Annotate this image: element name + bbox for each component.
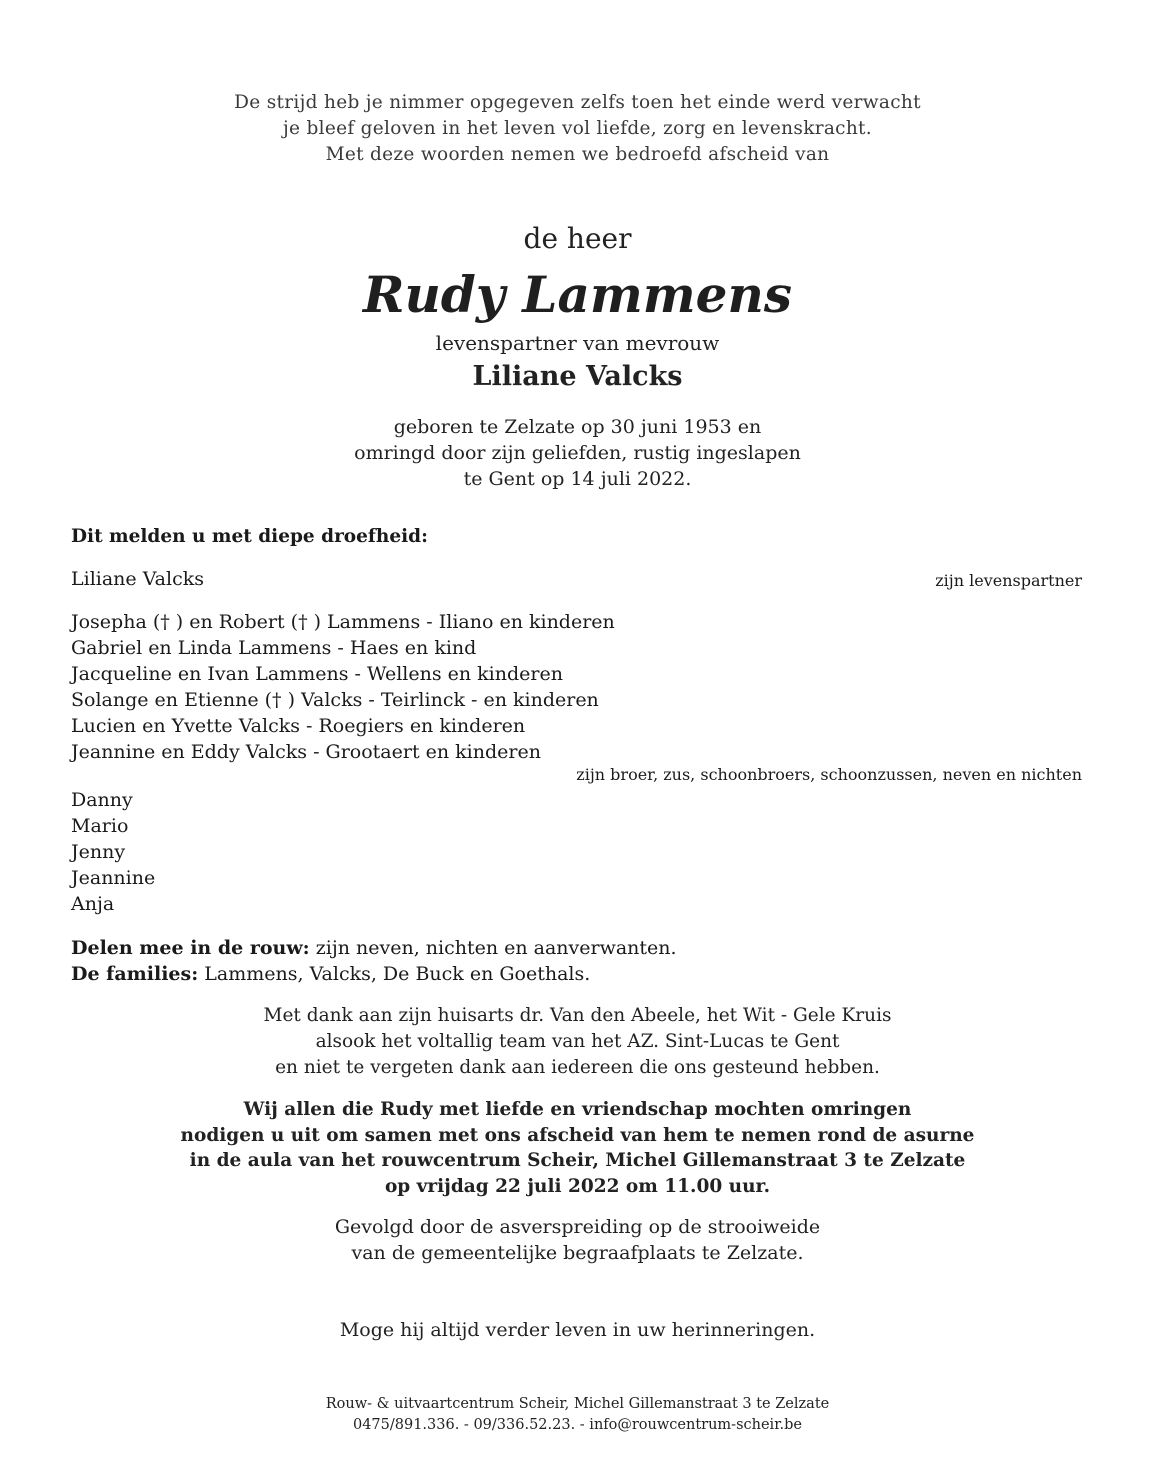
mourning-families [71, 961, 1082, 987]
thanks-line: en niet te vergeten dank aan iedereen die ons gesteund hebben. [275, 1057, 880, 1078]
partner-row-relation: zijn levenspartner [935, 571, 1082, 590]
birth-death-line: omringd door zijn geliefden, rustig ingeslapen [354, 442, 801, 464]
family-item: Jeannine en Eddy Valcks - Grootaert en kinderen [71, 741, 541, 763]
followed-block [0, 1214, 1155, 1266]
family-item: Solange en Etienne († ) Valcks - Teirlinck - en kinderen [71, 689, 599, 711]
partner-intro: levenspartner van mevrouw [435, 331, 720, 355]
invitation-line: nodigen u uit om samen met ons afscheid van hem te nemen rond de asurne [180, 1124, 975, 1146]
partner-name: Liliane Valcks [472, 361, 683, 392]
memory-line: Moge hij altijd verder leven in uw herinneringen. [339, 1319, 816, 1341]
followed-line: Gevolgd door de asverspreiding op de strooiweide [334, 1216, 821, 1238]
thanks-line: alsook het voltallig team van het AZ. Sint-Lucas te Gent [315, 1031, 840, 1052]
mourning-share [71, 935, 1082, 961]
mourning-block [71, 935, 1082, 987]
mourning-share-label: Delen mee in de rouw: [71, 937, 310, 959]
family-item: Jacqueline en Ivan Lammens - Wellens en kinderen [71, 663, 563, 685]
thanks-block [0, 1003, 1155, 1081]
thanks-line: Met dank aan zijn huisarts dr. Van den Abeele, het Wit - Gele Kruis [263, 1005, 892, 1026]
family-item: Lucien en Yvette Valcks - Roegiers en kinderen [71, 715, 526, 737]
others-item: Danny [71, 789, 133, 811]
footer [0, 1394, 1155, 1436]
invitation-line: Wij allen die Rudy met liefde en vriendschap mochten omringen [243, 1099, 912, 1120]
mourning-families-text: Lammens, Valcks, De Buck en Goethals. [198, 963, 591, 985]
mourning-families-label: De families: [71, 963, 199, 985]
birth-death-line: te Gent op 14 juli 2022. [463, 468, 692, 490]
footer-address: Rouw- & uitvaartcentrum Scheir, Michel Gillemanstraat 3 te Zelzate [325, 1396, 830, 1412]
family-item: Gabriel en Linda Lammens - Haes en kind [71, 637, 477, 659]
others-item: Anja [71, 893, 115, 915]
poem-line: Met deze woorden nemen we bedroefd afscheid van [325, 144, 830, 165]
others-list [71, 787, 1082, 917]
invitation-block [0, 1097, 1155, 1199]
birth-death-line: geboren te Zelzate op 30 juni 1953 en [393, 416, 762, 438]
deceased-title: de heer [523, 222, 632, 255]
partner-row [71, 566, 1082, 592]
poem-line: De strijd heb je nimmer opgegeven zelfs toen het einde werd verwacht [234, 92, 921, 113]
poem [0, 90, 1155, 168]
mourning-share-text: zijn neven, nichten en aanverwanten. [309, 937, 677, 959]
family-item: Josepha († ) en Robert († ) Lammens - Iliano en kinderen [71, 611, 615, 633]
family-list [71, 609, 1082, 765]
family-relation: zijn broer, zus, schoonbroers, schoonzussen, neven en nichten [576, 765, 1082, 784]
others-item: Mario [71, 815, 129, 837]
deceased-name: Rudy Lammens [362, 265, 792, 324]
invitation-line: in de aula van het rouwcentrum Scheir, Michel Gillemanstraat 3 te Zelzate [189, 1150, 966, 1171]
others-item: Jeannine [71, 867, 156, 889]
poem-line: je bleef geloven in het leven vol liefde, zorg en levenskracht. [283, 118, 872, 139]
footer-contact: 0475/891.336. - 09/336.52.23. - info@rouwcentrum-scheir.be [352, 1417, 803, 1433]
invitation-line: op vrijdag 22 juli 2022 om 11.00 uur. [384, 1175, 771, 1197]
others-item: Jenny [71, 841, 126, 863]
announcement-heading: Dit melden u met diepe droefheid: [71, 526, 428, 547]
partner-row-name: Liliane Valcks [71, 568, 204, 590]
birth-death-info [0, 414, 1155, 492]
followed-line: van de gemeentelijke begraafplaats te Zelzate. [351, 1242, 804, 1264]
